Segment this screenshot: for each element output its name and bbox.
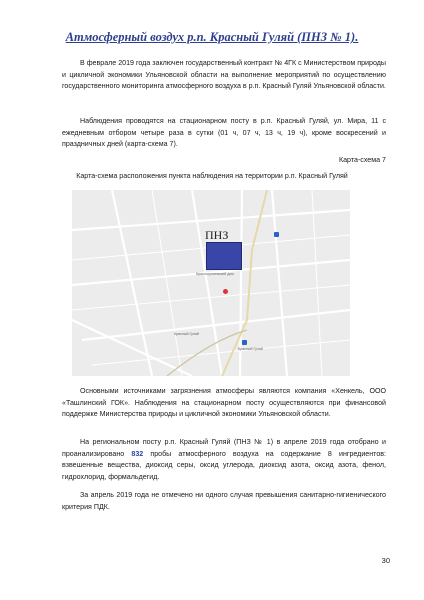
paragraph-conclusion [62, 490, 386, 513]
map-place-2: Красный Гуляй [174, 332, 199, 336]
post-label: ПНЗ [205, 228, 229, 242]
paragraph-samples-text-b: пробы атмосферного воздуха на содержание 8 ингредиентов: взвешенные вещества, диоксид серы, оксид углерода, диоксид азота, оксид азота, фенол, гидрохлорид, формальдегид. [62, 449, 386, 481]
map-place-1: Красногуляевский дом [196, 272, 234, 276]
paragraph-conclusion-text: За апрель 2019 года не отмечено ни одного случая превышения санитарно-гигиенического критерия ПДК. [62, 491, 386, 511]
page-number: 30 [381, 556, 390, 565]
location-pin-icon [223, 289, 228, 294]
paragraph-observations-text: Наблюдения проводятся на стационарном посту в р.п. Красный Гуляй, ул. Мира, 11 с ежедневным отбором четыре раза в сутки (01 ч, 07 ч, 13 ч, 19 ч), кроме воскресений и праздничных дней (карта-схема 7). [62, 117, 386, 149]
paragraph-contract [62, 58, 386, 93]
paragraph-samples [62, 437, 386, 483]
map-streets [72, 190, 350, 376]
bus-stop-icon [242, 340, 247, 345]
paragraph-contract-text: В феврале 2019 года заключен государственный контракт № 4ГК с Министерством природы и цикличной экономики Ульяновской области на выполнение мероприятий по осуществлению государственного мониторинга атмосферного воздуха в р.п. Красный Гуляй Ульяновской области. [62, 59, 386, 91]
map-place-3: Красный Гуляй [238, 347, 263, 351]
paragraph-sources [62, 386, 386, 421]
samples-count: 832 [131, 449, 144, 458]
location-map [72, 190, 350, 376]
paragraph-sources-text: Основными источниками загрязнения атмосферы являются компания «Хенкель, ООО «Ташлинский ГОК». Наблюдения на стационарном посту осуществляются при финансовой поддержке Министерства природы и цикличной экономики Ульяновской области. [62, 387, 386, 419]
map-label: Карта-схема 7 [338, 156, 386, 164]
post-marker-icon [206, 242, 242, 270]
paragraph-samples-text-a: На региональном посту р.п. Красный Гуляй (ПНЗ № 1) в апреле 2019 года отобрано и проанализировано [62, 438, 386, 458]
poi-icon [274, 232, 279, 237]
page-title: Атмосферный воздух р.п. Красный Гуляй (ПНЗ № 1). [65, 30, 359, 44]
paragraph-observations [62, 116, 386, 151]
map-caption: Карта-схема расположения пункта наблюдения на территории р.п. Красный Гуляй [76, 172, 348, 180]
